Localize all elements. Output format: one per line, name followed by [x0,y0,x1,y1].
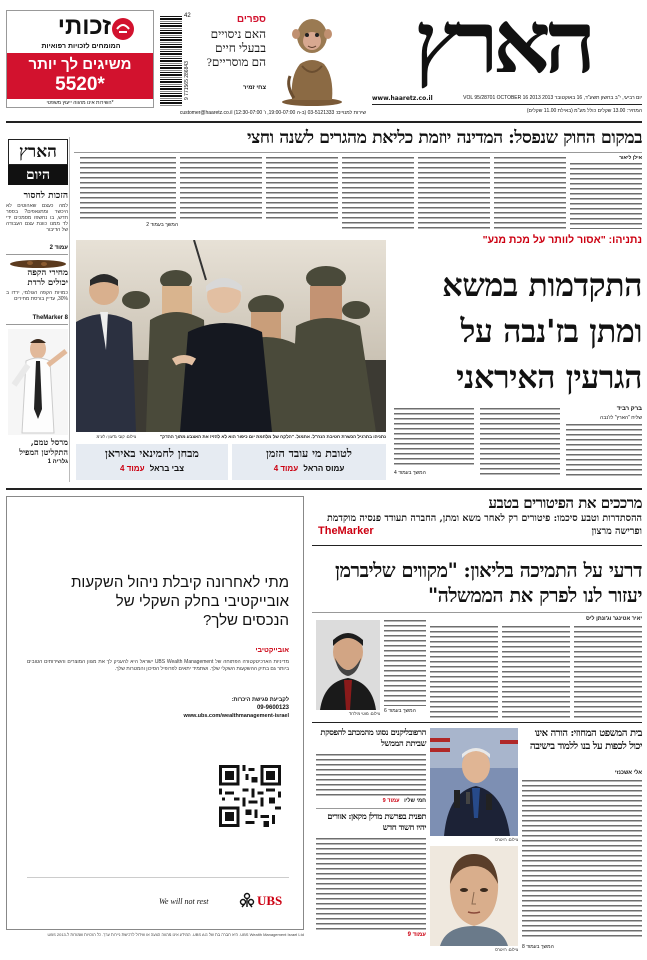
teaser-monkey-photo [272,6,352,106]
deri-headline[interactable]: דרעי על התמיכה בליאון: "מקווים שליברמן יעזור לנו לפרק את הממשלה" [334,559,642,607]
court-headline[interactable]: בית המשפט המחוזי: הורה אינו יכול לכפות על בנו ללמוד בישיבה [529,728,642,752]
ubs-url[interactable]: www.ubs.com/wealthmanagement-israel [183,713,289,719]
netanyahu-headline[interactable]: התקדמות במשא ומתן בז'נבה על הגרעין האיראני [442,266,642,396]
ubs-contact-label: לקביעת פגישת היכרות: [231,697,289,703]
deri-photo[interactable] [316,620,380,710]
daily-item-1-title[interactable]: הזכות לחסור [23,191,68,201]
court-byline: אלי אשכנזי [614,770,642,776]
ad-zchuti[interactable] [6,10,154,108]
madeleine-photo-credit: צילום: רויטרס [495,947,518,952]
madeleine-headline[interactable]: תפנית בפרשת מדלן מקאן: אזורים יהיו חשוד חדש [327,812,426,833]
masthead-logo: הארץ [413,0,591,93]
ubs-question-text: מתי לאחרונה קיבלת ניהול השקעות אובייקטיבי בחלק השקלי של הנכסים שלך? [71,574,289,629]
daily-box-logo: הארץ [8,139,68,165]
boehner-photo-credit: צילום: רויטרס [495,837,518,842]
daily-box [6,137,70,482]
zchuti-headline: משיגים לך יותר [28,56,132,73]
daily-item-3-title[interactable]: מרסל טמם, התקליטן המפיל [19,437,68,457]
netanyahu-continued[interactable]: המשך בעמוד 4 [394,470,426,476]
analysis-1-title: לטובת מי עובד הזמן [266,447,352,460]
daily-item-2-ref: TheMarker 8 [32,315,68,321]
netanyahu-photo-caption: נתניהו בתרגיל הכשרת חטיבת הנח"ל. אתמול. "הלקח של מלחמת יום כיפור הוא לא להזיז את האצבע מתוך ההדק" [160,434,386,439]
deri-photo-credit: צילום: מוטי מילרוד [348,711,380,716]
republicans-author: חמי שליו [404,798,426,804]
daily-item-1-text: למה כעצם שאהוטים לא היכשר ומתגאפים? בספר חדש, בו נחשפו מסמכים ידי לד ממנו כוונת עצם העבודה של הדיבור [6,203,68,233]
netanyahu-byline2: שליח "הארץ" לז'נבה [600,415,642,421]
lead-byline: אילן ליאור [619,155,642,161]
pilots-headline[interactable]: מרככים את הפיטורים בטבע [488,494,642,512]
ubs-highlight: אובייקטיבי [255,647,289,654]
analysis-2-title: מבחן לחמינאי באיראן [105,447,199,460]
ubs-brand: UBS [257,893,283,908]
zchuti-tagline: המומחים לזכויות רפואיות [41,43,121,50]
analysis-2-author [80,464,224,473]
pilots-brand: TheMarker [318,525,374,537]
analysis-box-1[interactable] [232,444,386,480]
republicans-author-line [316,798,426,804]
barcode-digits: 9 771565 286843 [184,61,190,100]
deri-byline: יאיר אטינגר וג'ונתן ליס [586,616,642,622]
pilots-subhead-text: ההסתדרות וטבע סיכמו: פיטורים רק לאחר משא ומתן, החברה תעודד פנסיה מוקדמת ופרישה מרצון [326,513,642,537]
republicans-headline[interactable]: הרפובליקנים נסוגו מהמכתב להפסקת שביתת הממשל [320,728,426,749]
ubs-body: מדיניות הארכיטקטורה הפתוחה של UBS Wealth Management ישראל היא להעניק לך את מגוון המוצרים והשירותים הטובים ביותר גם בתיק ההשקעות השקלי שלך. ושתמיד יתאים לפרופיל הסיכון והמטרות שלך. [27,659,289,672]
court-continued[interactable]: המשך בעמוד 8 [522,944,554,950]
masthead-dateline: יום רביעי, י"ב בחשון תשע"ד, 16 באוקטובר 2013 VOL 95/28701 OCTOBER 16 2013 [463,95,642,101]
netanyahu-photo-credit: צילום: קובי גדעון / לע"מ [96,434,136,439]
analysis-1-author [236,464,382,473]
analysis-2-author-name: צבי בראל [149,464,184,473]
zchuti-fine-print: *השירות אינו מהווה ייעוץ משפטי [46,100,114,106]
analysis-1-ref: עמוד 4 [273,464,299,473]
daily-item-2-title[interactable]: מחירי הקפה יכולים לרדת [27,268,68,288]
zchuti-logo-icon [111,17,135,41]
daily-item-1-ref: עמוד 2 [49,245,68,251]
dj-photo [8,329,68,435]
teaser-author: צחי זמיר [242,85,266,91]
teaser-label: ספרים [236,14,266,25]
ad-ubs[interactable] [6,496,304,930]
analysis-2-ref: עמוד 4 [120,464,145,473]
netanyahu-photo[interactable] [76,240,386,432]
daily-item-3-ref: גלריה 1 [47,459,68,465]
barcode [160,16,182,106]
subscription-line: שירות למנויים: 03-5121333 (ב-ה 19:00-07:00, ו' 12:30-07:00) customer@haaretz.co.il [179,110,366,116]
republicans-ref[interactable]: עמוד 9 [382,798,400,804]
daily-item-2-text: כמויות הקפה הגולמי, ירדו ב 30%, עדיין בורסת מחירים [6,290,68,302]
issue-number: 42 [184,13,191,19]
teaser-text[interactable]: האם ניסויים בבעלי חיים הם מוסריים? [206,27,266,69]
madeleine-ref[interactable]: עמוד 9 [407,932,426,938]
analysis-1-author-name: עמוס הראל [303,464,345,473]
ubs-question [67,573,289,630]
boehner-photo[interactable] [430,728,518,836]
ubs-qr-code[interactable] [219,765,281,827]
analysis-box-2[interactable] [76,444,228,480]
deri-continued[interactable]: המשך בעמוד 6 [384,708,416,714]
masthead [0,0,647,125]
zchuti-brand: זכותי [57,13,111,40]
masthead-url: www.haaretz.co.il [372,95,433,102]
netanyahu-kicker: נתניהו: "אסור לוותר על מכת מנע" [482,234,642,246]
netanyahu-byline: ברק רביד [616,406,642,412]
lead-headline[interactable]: במקום החוק שנפסל: המדינה יוזמת כליאת מהגרים לשנה וחצי [247,128,642,148]
ubs-keys-icon [239,892,255,908]
daily-box-subtitle: היום [8,165,68,185]
ubs-legal-strip: UBS Wealth Management Israel Ltd. היא חברה בת של UBS AG. המידע אינו מהווה הצעה או שידול לרכישת ניירות ערך. כל הזכויות שמורות ל-UBS 2013 [47,932,304,937]
zchuti-phone: 5520* [55,74,105,95]
ubs-slogan: We will not rest [159,897,209,906]
ubs-phone[interactable]: 09-9600123 [256,705,289,711]
masthead-price: המחיר: 13.00 שקלים כולל מע"מ (באילת 11.00 שקלים) [526,108,642,114]
madeleine-sketch[interactable] [430,846,518,946]
